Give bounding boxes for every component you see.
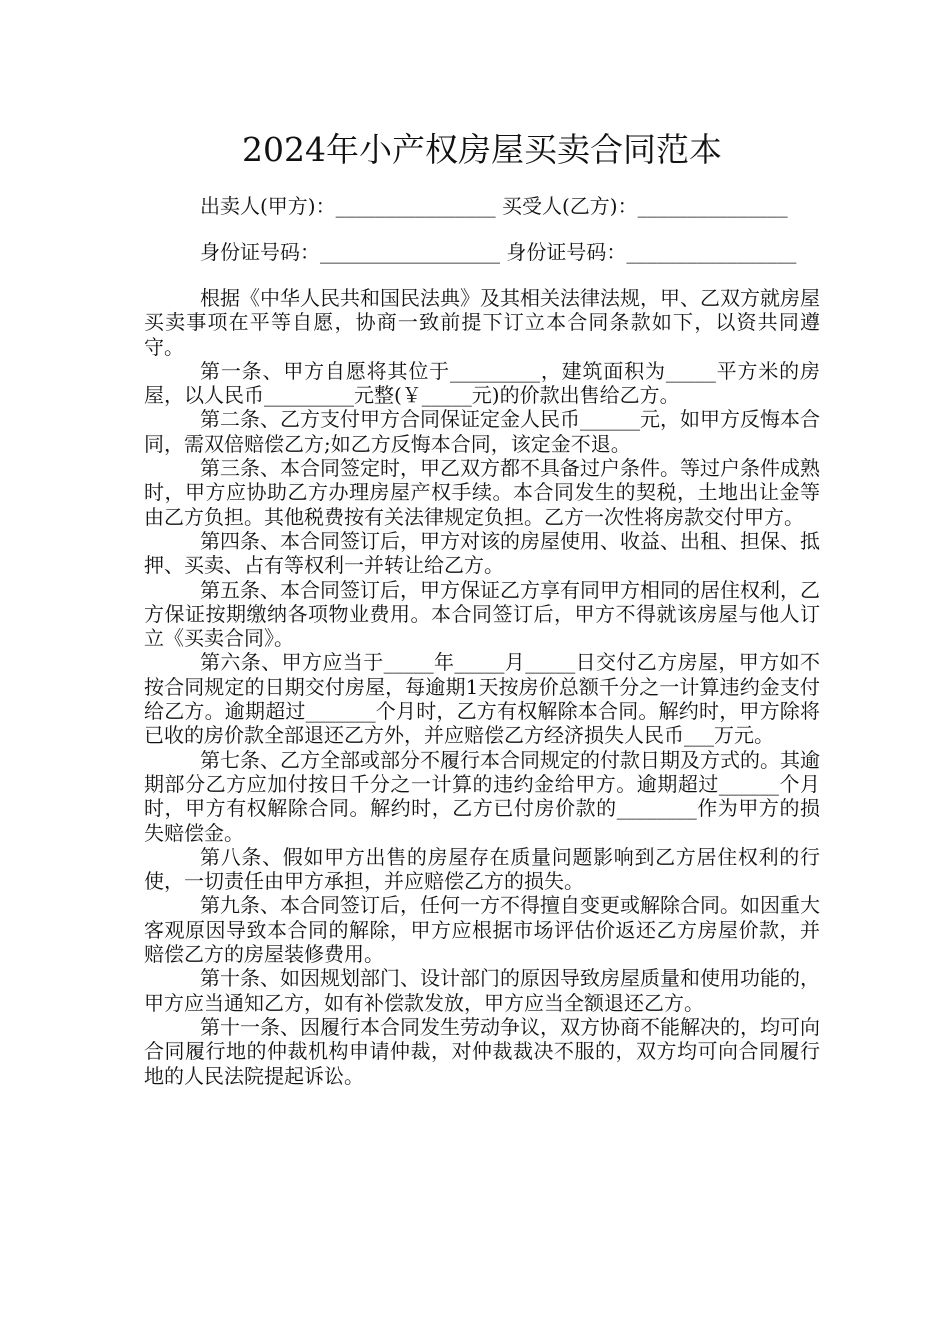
document-title: 2024年小产权房屋买卖合同范本 (242, 130, 722, 169)
party-names-line: 出卖人(甲方)：________________ 买受人(乙方)：_______________ (200, 194, 788, 218)
party-id-line: 身份证号码：__________________ 身份证号码：_________________ (200, 240, 797, 264)
clause-4: 第四条、本合同签订后，甲方对该的房屋使用、收益、出租、担保、抵押、买卖、占有等权利一并转让给乙方。 (144, 528, 820, 578)
clause-3: 第三条、本合同签定时，甲乙双方都不具备过户条件。等过户条件成熟时，甲方应协助乙方办理房屋产权手续。本合同发生的契税，土地出让金等由乙方负担。其他税费按有关法律规定负担。乙方一次性将房款交付甲方。 (144, 456, 820, 529)
clause-7: 第七条、乙方全部或部分不履行本合同规定的付款日期及方式的。其逾期部分乙方应加付按日千分之一计算的违约金给甲方。逾期超过______个月时，甲方有权解除合同。解约时，乙方已付房价款的________作为甲方的损失赔偿金。 (144, 747, 820, 845)
clause-11: 第十一条、因履行本合同发生劳动争议，双方协商不能解决的，均可向合同履行地的仲裁机构申请仲裁，对仲裁裁决不服的，双方均可向合同履行地的人民法院提起诉讼。 (144, 1014, 820, 1088)
clause-9: 第九条、本合同签订后，任何一方不得擅自变更或解除合同。如因重大客观原因导致本合同的解除，甲方应根据市场评估价返还乙方房屋价款，并赔偿乙方的房屋装修费用。 (144, 893, 820, 967)
clause-5: 第五条、本合同签订后，甲方保证乙方享有同甲方相同的居住权利，乙方保证按期缴纳各项物业费用。本合同签订后，甲方不得就该房屋与他人订立《买卖合同》。 (144, 577, 820, 651)
document-page (144, 0, 820, 1088)
clause-6: 第六条、甲方应当于_____年_____月_____日交付乙方房屋，甲方如不按合同规定的日期交付房屋，每逾期1天按房价总额千分之一计算违约金支付给乙方。逾期超过_______个月时，乙方有权解除本合同。解约时，甲方除将已收的房价款全部退还乙方外，并应赔偿乙方经济损失人民币___万元。 (144, 650, 820, 748)
clause-8: 第八条、假如甲方出售的房屋存在质量问题影响到乙方居住权利的行使，一切责任由甲方承担，并应赔偿乙方的损失。 (144, 844, 820, 894)
clause-2: 第二条、乙方支付甲方合同保证定金人民币______元，如甲方反悔本合同，需双倍赔偿乙方;如乙方反悔本合同，该定金不退。 (144, 407, 820, 456)
party-info (144, 194, 820, 264)
preamble-paragraph: 根据《中华人民共和国民法典》及其相关法律法规，甲、乙双方就房屋买卖事项在平等自愿，协商一致前提下订立本合同条款如下，以资共同遵守。 (144, 286, 820, 359)
clause-1: 第一条、甲方自愿将其位于_________，建筑面积为_____平方米的房屋，以人民币_________元整(￥_____元)的价款出售给乙方。 (144, 358, 820, 408)
clause-10: 第十条、如因规划部门、设计部门的原因导致房屋质量和使用功能的，甲方应当通知乙方，如有补偿款发放，甲方应当全额退还乙方。 (144, 966, 820, 1015)
contract-body (144, 286, 820, 1088)
